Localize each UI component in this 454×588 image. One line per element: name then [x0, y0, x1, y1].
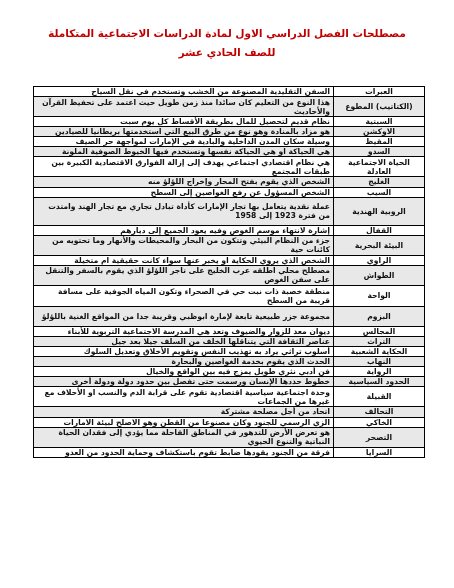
- document-header: [0, 26, 454, 61]
- glossary-definition: وحدة اجتماعية سياسية اقتصادية تقوم على قرابة الدم والنسب او الأحلاف مع غيرها من الجماعات: [34, 387, 334, 407]
- glossary-term: الواحة: [334, 285, 425, 306]
- glossary-term: المجالس: [334, 326, 425, 336]
- glossary-body: [34, 87, 425, 458]
- glossary-term: (الكتاتيب) المطوع: [334, 97, 425, 117]
- glossary-term: السرايا: [334, 447, 425, 457]
- glossary-row: [34, 407, 425, 417]
- glossary-term: الغليج: [334, 177, 425, 187]
- glossary-definition: هو تعرض الأرض للتدهور في المناطق القاحلة مما يؤدي إلى فقدان الحياة النباتية والتنوع الحيوي: [34, 427, 334, 447]
- glossary-term: السبتية: [334, 117, 425, 127]
- glossary-row: [34, 137, 425, 147]
- glossary-definition: الشخص الذي يروي الحكاية او يخبر عنها سواء كانت حقيقية ام متخيلة: [34, 255, 334, 265]
- glossary-definition: مصطلح محلي اطلقه عرب الخليج على تاجر اللؤلؤ الذي يقوم بالسفر والتنقل على سفن الغوص: [34, 265, 334, 285]
- glossary-row: [34, 127, 425, 137]
- glossary-definition: عملة نقدية يتعامل بها تجار الإمارات كأداة تبادل تجاري مع تجار الهند وامتدت من فترة 1923 إلى 1958: [34, 197, 334, 225]
- glossary-term: البزوم: [334, 306, 425, 326]
- glossary-row: [34, 447, 425, 457]
- glossary-term: النهاب: [334, 357, 425, 367]
- glossary-row: [34, 367, 425, 377]
- glossary-row: [34, 235, 425, 255]
- glossary-term: الخاكي: [334, 417, 425, 427]
- glossary-definition: جزء من النظام البيئي وتتكون من البحار والمحيطات والأنهار وما تحتويه من كائنات حية: [34, 235, 334, 255]
- glossary-definition: الزي الرسمي للجنود وكان مصنوعا من القطن وهو الاصلح لبيئة الامارات: [34, 417, 334, 427]
- glossary-row: [34, 427, 425, 447]
- glossary-row: [34, 326, 425, 336]
- glossary-row: [34, 285, 425, 306]
- glossary-term: التحالف: [334, 407, 425, 417]
- glossary-row: [34, 377, 425, 387]
- glossary-definition: فرقة من الجنود يقودها ضابط تقوم باستكشاف وحماية الحدود من العدو: [34, 447, 334, 457]
- glossary-definition: هي الحياكة او هي الحياكة نفسها وتستخدم فيها الخيوط الصوفية الملونة: [34, 147, 334, 157]
- glossary-definition: اتحاد من أجل مصلحة مشتركة: [34, 407, 334, 417]
- glossary-definition: ديوان معد للزوار والضيوف وتعد هي المدرسة الاجتماعية التربوية للأبناء: [34, 326, 334, 336]
- glossary-definition: وسيلة سكان المدن الداخلية والبادية في الإمارات لمواجهة حر الصيف: [34, 137, 334, 147]
- glossary-definition: فن أدبي نثري طويل يمزج فيه بين الواقع والخيال: [34, 367, 334, 377]
- glossary-table: [33, 86, 425, 458]
- glossary-row: [34, 197, 425, 225]
- glossary-term: العبرات: [334, 87, 425, 97]
- glossary-definition: الحدث الذي يقوم بخدمة الغواصين والبحارة: [34, 357, 334, 367]
- glossary-term: السدو: [334, 147, 425, 157]
- glossary-term: القفال: [334, 225, 425, 235]
- glossary-row: [34, 255, 425, 265]
- glossary-definition: هي نظام اقتصادي اجتماعي يهدف إلى إزالة الفوارق الاقتصادية الكبيرة بين طبقات المجتمع: [34, 157, 334, 177]
- glossary-row: [34, 87, 425, 97]
- glossary-definition: هو مزاد بالمنادة وهو نوع من طرق البيع التي استخدمتها بريطانيا للصيادين: [34, 127, 334, 137]
- glossary-definition: السفن التقليدية المصنوعة من الخشب وتستخدم في نقل السياح: [34, 87, 334, 97]
- glossary-definition: أسلوب تراثي يراد به تهذيب النفس وتقويم الأخلاق وتعديل السلوك: [34, 347, 334, 357]
- glossary-term: الاوكشن: [334, 127, 425, 137]
- glossary-definition: إشارة لانتهاء موسم الغوص وفيه يعود الجميع إلى ديارهم: [34, 225, 334, 235]
- glossary-definition: الشخص المسؤول عن رفع الغواصين إلى السطح: [34, 187, 334, 197]
- document-title: مصطلحات الفصل الدراسي الاول لمادة الدراسات الاجتماعية المتكاملة: [48, 28, 406, 40]
- glossary-term: الحدود السياسية: [334, 377, 425, 387]
- glossary-term: الطواش: [334, 265, 425, 285]
- glossary-term: التصحر: [334, 427, 425, 447]
- glossary-term: الروبية الهندية: [334, 197, 425, 225]
- glossary-term: الراوي: [334, 255, 425, 265]
- glossary-definition: هذا النوع من التعليم كان سائدا منذ زمن طويل حيث اعتمد على تحفيظ القرآن والأحاديث: [34, 97, 334, 117]
- document-subtitle: للصف الحادي عشر: [178, 47, 276, 59]
- glossary-definition: مجموعة جزر طبيعية تابعة لإمارة ابوظبي وقريبة جدا من المواقع الغنية باللؤلؤ: [34, 306, 334, 326]
- glossary-row: [34, 157, 425, 177]
- glossary-term: الرواية: [334, 367, 425, 377]
- glossary-row: [34, 387, 425, 407]
- glossary-row: [34, 177, 425, 187]
- glossary-row: [34, 147, 425, 157]
- glossary-term: السيب: [334, 187, 425, 197]
- glossary-row: [34, 187, 425, 197]
- glossary-definition: منطقة خصبة ذات نبت حي في الصحراء وتكون المياه الجوفية على مسافة قريبة من السطح: [34, 285, 334, 306]
- glossary-term: المقيظ: [334, 137, 425, 147]
- glossary-row: [34, 417, 425, 427]
- glossary-term: القبيلة: [334, 387, 425, 407]
- glossary-row: [34, 225, 425, 235]
- glossary-definition: خطوط حددها الإنسان ورسمت حتى تفصل بين حدود دولة ودولة أخرى: [34, 377, 334, 387]
- glossary-term: البيئة البحرية: [334, 235, 425, 255]
- glossary-row: [34, 347, 425, 357]
- glossary-row: [34, 336, 425, 346]
- glossary-term: التراث: [334, 336, 425, 346]
- glossary-row: [34, 357, 425, 367]
- glossary-term: الحياة الاجتماعية العادلة: [334, 157, 425, 177]
- glossary-row: [34, 306, 425, 326]
- glossary-row: [34, 117, 425, 127]
- glossary-definition: نظام قديم لتحصيل للمال بطريقة الأقساط كل يوم سبت: [34, 117, 334, 127]
- glossary-row: [34, 97, 425, 117]
- glossary-definition: عناصر الثقافة التي يتناقلها الخلف من السلف جيلا بعد جيل: [34, 336, 334, 346]
- glossary-row: [34, 265, 425, 285]
- glossary-term: الحكاية الشعبية: [334, 347, 425, 357]
- glossary-definition: الشخص الذي يقوم بفتح المحار وإخراج اللؤلؤ منه: [34, 177, 334, 187]
